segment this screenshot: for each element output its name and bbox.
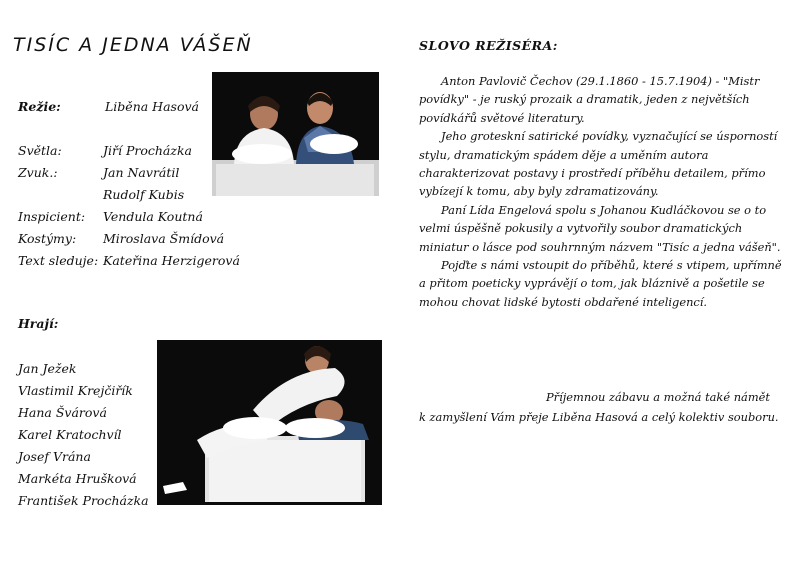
credit-value: Jan Navrátil xyxy=(103,165,180,180)
credit-value: Kateřina Herzigerová xyxy=(103,253,240,268)
cast-heading: Hrají: xyxy=(18,316,59,331)
credit-row xyxy=(18,140,240,162)
credit-label xyxy=(18,184,103,206)
page-title: TISÍC A JEDNA VÁŠEŇ xyxy=(13,34,253,56)
credit-label: Světla: xyxy=(18,143,62,158)
credit-value: Jiří Procházka xyxy=(103,143,192,158)
credit-row xyxy=(18,206,240,228)
credit-row xyxy=(18,228,240,250)
closing-line: k zamyšlení Vám přeje Liběna Hasová a celý kolektiv souboru. xyxy=(419,410,779,424)
credit-value: Rudolf Kubis xyxy=(103,187,185,202)
stage-photo-bed-graphic xyxy=(157,340,382,505)
cast-member: Vlastimil Krejčiřík xyxy=(18,383,133,398)
paragraph: Anton Pavlovič Čechov (29.1.1860 - 15.7.1904) - "Mistr povídky" - je ruský prozaik a dramatik, jeden z největších povídkářů světové literatury. xyxy=(419,74,760,125)
credit-row xyxy=(18,162,240,184)
credit-row xyxy=(18,184,240,206)
credit-label: Režie: xyxy=(18,99,61,114)
credit-value: Vendula Koutná xyxy=(103,209,203,224)
cast-member: František Procházka xyxy=(18,493,149,508)
cast-member: Hana Švárová xyxy=(18,405,107,420)
paragraph: Jeho groteskní satirické povídky, vyznačující se úsporností stylu, dramatickým spádem děje a uměním autora charakterizovat postavy i prostředí příběhu detailem, přímo vybízejí k tomu, aby byly zdramatizovány. xyxy=(419,129,778,199)
cast-member: Josef Vrána xyxy=(18,449,91,464)
closing-note xyxy=(419,387,791,427)
credit-value: Liběna Hasová xyxy=(105,99,199,114)
credit-value: Miroslava Šmídová xyxy=(103,231,225,246)
stage-photo-bed xyxy=(157,340,382,505)
director-text xyxy=(419,72,791,311)
credit-row xyxy=(18,250,240,272)
stage-photo-couple-graphic xyxy=(212,72,379,196)
stage-photo-couple xyxy=(212,72,379,196)
credits-list xyxy=(18,96,240,272)
closing-line: Příjemnou zábavu a možná také námět xyxy=(546,390,770,404)
credit-label: Zvuk.: xyxy=(18,165,58,180)
credit-row xyxy=(18,96,240,118)
paragraph: Pojďte s námi vstoupit do příběhů, které s vtipem, upřímně a přitom poeticky vyprávějí o tom, jak bláznivě a pošetile se mohou chovat lidské bytosti obdařené inteligencí. xyxy=(419,258,782,309)
paragraph: Paní Lída Engelová spolu s Johanou Kudláčkovou se o to velmi úspěšně pokusily a vytvořily soubor dramatických miniatur o lásce pod souhrnným názvem "Tisíc a jedna vášeň". xyxy=(419,202,781,254)
cast-member: Jan Ježek xyxy=(18,361,77,376)
cast-list xyxy=(18,358,149,512)
credit-label: Inspicient: xyxy=(18,209,86,224)
director-heading: SLOVO REŽISÉRA: xyxy=(419,38,558,53)
cast-member: Markéta Hrušková xyxy=(18,471,137,486)
cast-member: Karel Kratochvíl xyxy=(18,427,122,442)
credit-label: Text sleduje: xyxy=(18,253,99,268)
credit-label: Kostýmy: xyxy=(18,231,77,246)
